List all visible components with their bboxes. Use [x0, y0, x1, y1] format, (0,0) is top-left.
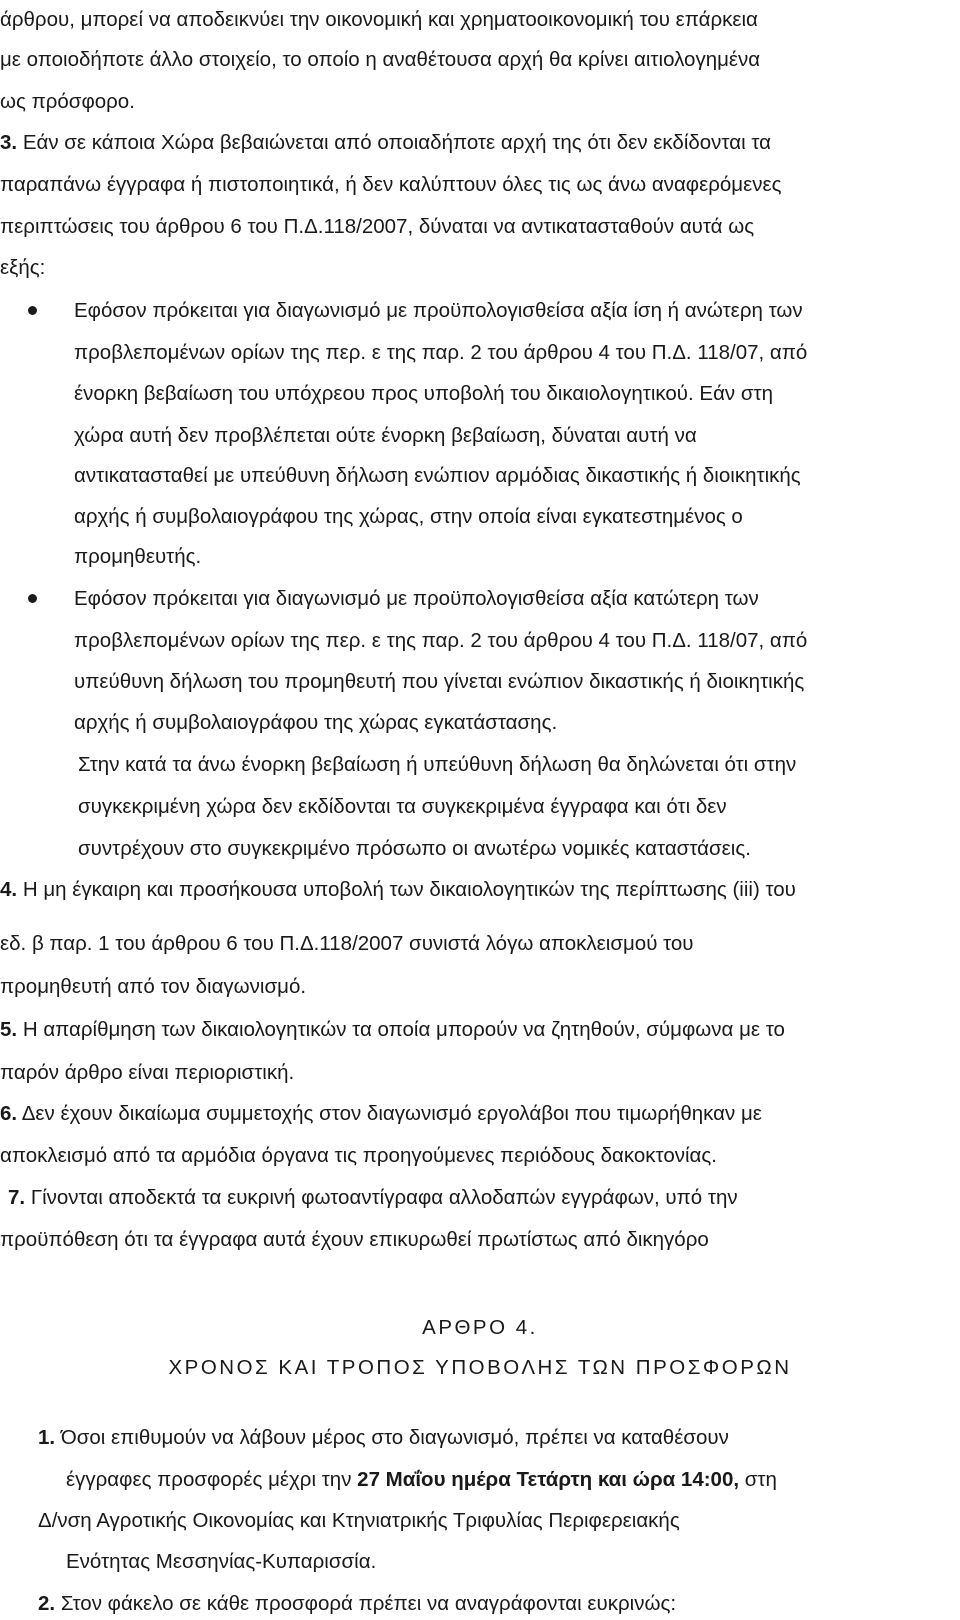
text-line: 4. Η μη έγκαιρη και προσήκουσα υποβολή των δικαιολογητικών της περίπτωσης (iii) του: [0, 878, 796, 901]
text-line: 1. Όσοι επιθυμούν να λάβουν μέρος στο διαγωνισμό, πρέπει να καταθέσουν: [38, 1426, 729, 1449]
text-line: Δ/νση Αγροτικής Οικονομίας και Κτηνιατρικής Τριφυλίας Περιφερειακής: [38, 1509, 680, 1532]
text-line: αρχής ή συμβολαιογράφου της χώρας εγκατάστασης.: [74, 711, 558, 734]
text-line: Ενότητας Μεσσηνίας-Κυπαρισσία.: [66, 1550, 377, 1573]
article-title: ΑΡΘΡΟ 4.: [422, 1316, 538, 1339]
text-line: προμηθευτής.: [74, 545, 202, 568]
text-line: παρόν άρθρο είναι περιοριστική.: [0, 1061, 295, 1084]
text-line: προμηθευτή από τον διαγωνισμό.: [0, 975, 307, 998]
text-line: αρχής ή συμβολαιογράφου της χώρας, στην οποία είναι εγκατεστημένος ο: [74, 505, 743, 528]
text-line: προβλεπομένων ορίων της περ. ε της παρ. 2 του άρθρου 4 του Π.Δ. 118/07, από: [74, 341, 808, 364]
text-line: εδ. β παρ. 1 του άρθρου 6 του Π.Δ.118/2007 συνιστά λόγω αποκλεισμού του: [0, 932, 694, 955]
text-line: 7. Γίνονται αποδεκτά τα ευκρινή φωτοαντίγραφα αλλοδαπών εγγράφων, υπό την: [8, 1186, 738, 1209]
item-number: 1.: [38, 1426, 56, 1449]
paragraph-number: 5.: [0, 1018, 18, 1041]
bullet-icon: [28, 594, 37, 603]
bullet-icon: [28, 306, 37, 315]
text-line: Εφόσον πρόκειται για διαγωνισμό με προϋπολογισθείσα αξία ίση ή ανώτερη των: [74, 299, 803, 322]
text-line: έγγραφες προσφορές μέχρι την 27 Μαΐου ημέρα Τετάρτη και ώρα 14:00, στη: [66, 1468, 777, 1491]
text-line: ένορκη βεβαίωση του υπόχρεου προς υποβολή του δικαιολογητικού. Εάν στη: [74, 382, 774, 405]
text-line: 2. Στον φάκελο σε κάθε προσφορά πρέπει να αναγράφονται ευκρινώς:: [38, 1592, 677, 1615]
text-line: χώρα αυτή δεν προβλέπεται ούτε ένορκη βεβαίωση, δύναται αυτή να: [74, 424, 697, 447]
text-line: προϋπόθεση ότι τα έγγραφα αυτά έχουν επικυρωθεί πρωτίστως από δικηγόρο: [0, 1228, 709, 1251]
text-line: 3. Εάν σε κάποια Χώρα βεβαιώνεται από οποιαδήποτε αρχή της ότι δεν εκδίδονται τα: [0, 131, 772, 154]
paragraph-number: 6.: [0, 1102, 18, 1125]
paragraph-number: 3.: [0, 131, 18, 154]
text-line: 5. Η απαρίθμηση των δικαιολογητικών τα οποία μπορούν να ζητηθούν, σύμφωνα με το: [0, 1018, 785, 1041]
deadline-text: 27 Μαΐου ημέρα Τετάρτη και ώρα 14:00,: [357, 1468, 740, 1491]
text-line: παραπάνω έγγραφα ή πιστοποιητικά, ή δεν καλύπτουν όλες τις ως άνω αναφερόμενες: [0, 173, 782, 196]
text-line: άρθρου, μπορεί να αποδεικνύει την οικονομική και χρηματοοικονομική του επάρκεια: [0, 8, 758, 31]
text-line: περιπτώσεις του άρθρου 6 του Π.Δ.118/2007, δύναται να αντικατασταθούν αυτά ως: [0, 215, 755, 238]
text-line: υπεύθυνη δήλωση του προμηθευτή που γίνεται ενώπιον δικαστικής ή διοικητικής: [74, 670, 805, 693]
text-line: 6. Δεν έχουν δικαίωμα συμμετοχής στον διαγωνισμό εργολάβοι που τιμωρήθηκαν με: [0, 1102, 762, 1125]
paragraph-number: 7.: [8, 1186, 26, 1209]
article-subtitle: ΧΡΟΝΟΣ ΚΑΙ ΤΡΟΠΟΣ ΥΠΟΒΟΛΗΣ ΤΩΝ ΠΡΟΣΦΟΡΩΝ: [168, 1356, 792, 1379]
text-line: με οποιοδήποτε άλλο στοιχείο, το οποίο η αναθέτουσα αρχή θα κρίνει αιτιολογημένα: [0, 48, 761, 71]
item-number: 2.: [38, 1592, 56, 1615]
text-line: Στην κατά τα άνω ένορκη βεβαίωση ή υπεύθυνη δήλωση θα δηλώνεται ότι στην: [78, 753, 797, 776]
paragraph-number: 4.: [0, 878, 18, 901]
text-line: εξής:: [0, 256, 46, 279]
text-line: Εφόσον πρόκειται για διαγωνισμό με προϋπολογισθείσα αξία κατώτερη των: [74, 587, 759, 610]
text-line: συγκεκριμένη χώρα δεν εκδίδονται τα συγκεκριμένα έγγραφα και ότι δεν: [78, 795, 727, 818]
text-line: αποκλεισμό από τα αρμόδια όργανα τις προηγούμενες περιόδους δακοκτονίας.: [0, 1144, 717, 1167]
text-line: προβλεπομένων ορίων της περ. ε της παρ. 2 του άρθρου 4 του Π.Δ. 118/07, από: [74, 629, 808, 652]
text-line: αντικατασταθεί με υπεύθυνη δήλωση ενώπιον αρμόδιας δικαστικής ή διοικητικής: [74, 464, 801, 487]
text-line: ως πρόσφορο.: [0, 90, 135, 113]
text-line: συντρέχουν στο συγκεκριμένο πρόσωπο οι ανωτέρω νομικές καταστάσεις.: [78, 837, 751, 860]
